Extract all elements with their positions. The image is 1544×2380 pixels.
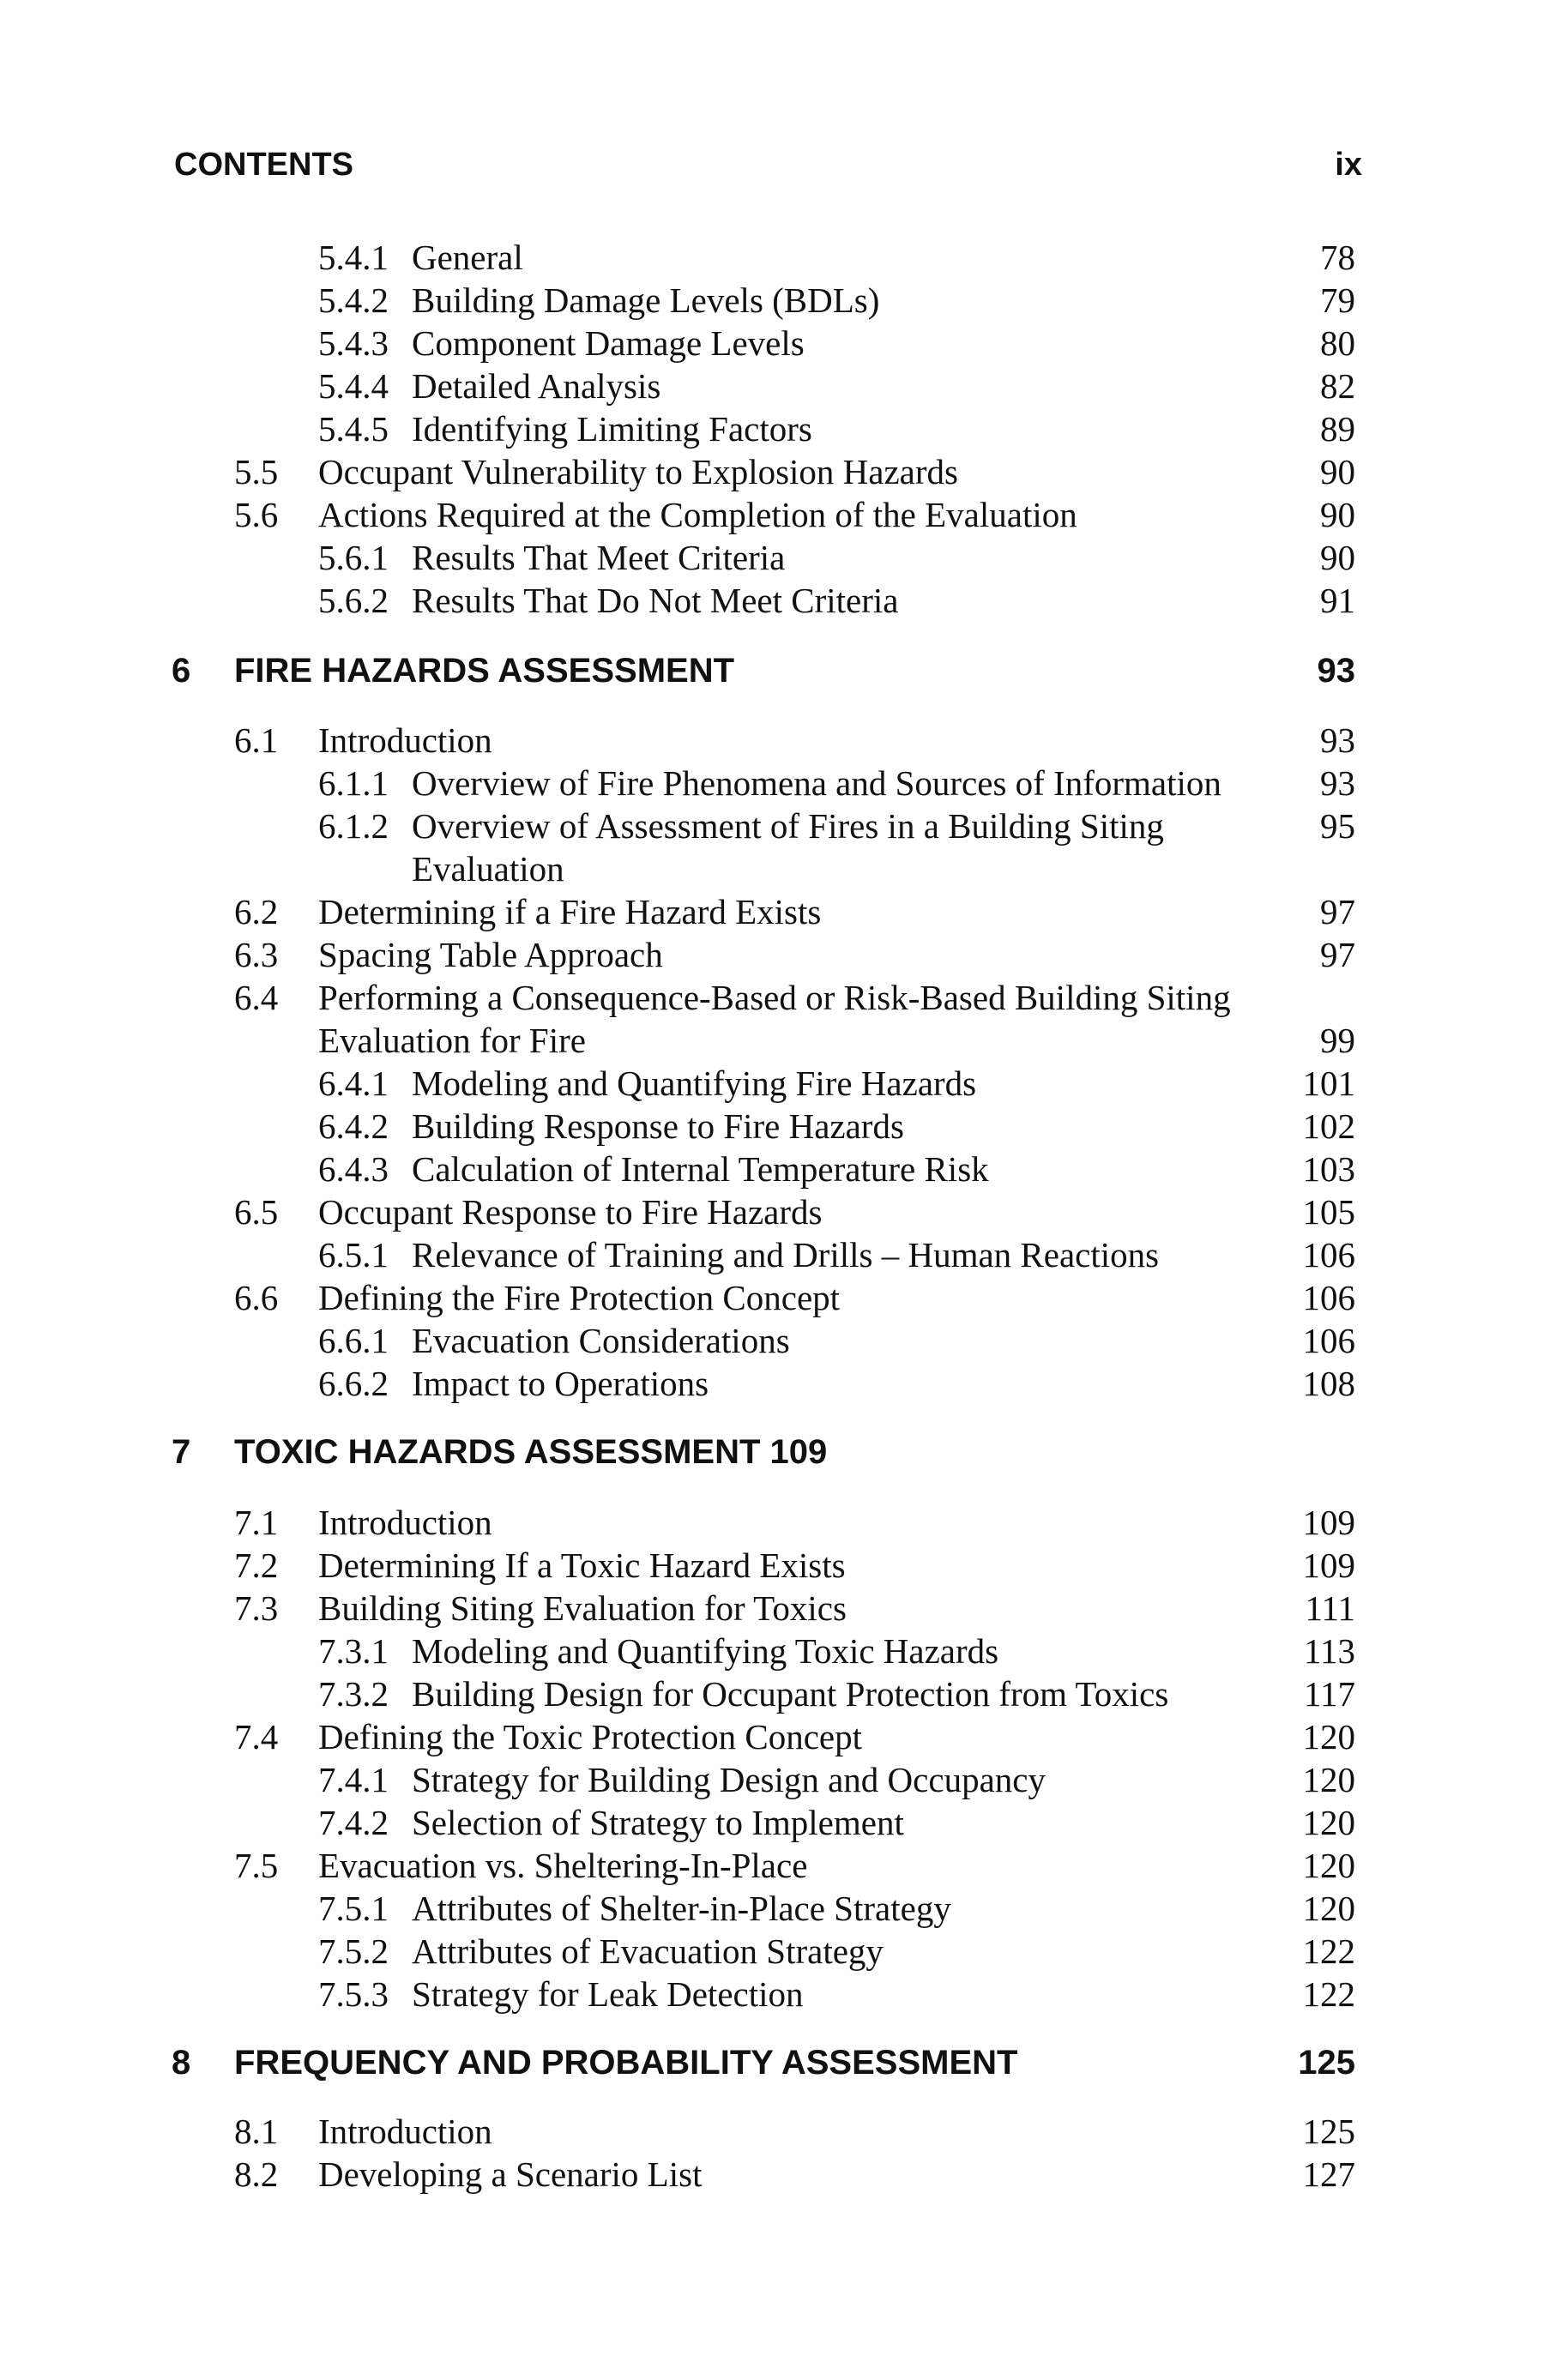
toc-entry-number: 8 xyxy=(172,2044,191,2082)
toc-entry xyxy=(0,804,1544,847)
toc-entry-number: 6.1.2 xyxy=(318,806,389,846)
toc-entry-number: 6.3 xyxy=(234,935,279,974)
toc-entry-page: 120 xyxy=(1302,1760,1355,1799)
toc-entry-title: Actions Required at the Completion of the Evaluation xyxy=(318,495,1077,534)
toc-entry xyxy=(0,976,1544,1019)
toc-entry-number: 7.4.2 xyxy=(318,1803,389,1842)
toc-entry xyxy=(0,493,1544,536)
toc-entry-title: Occupant Vulnerability to Explosion Hazards xyxy=(318,452,958,491)
toc-entry-title: Component Damage Levels xyxy=(412,323,805,363)
toc-entry-number: 6.4.3 xyxy=(318,1149,389,1189)
toc-entry-page: 109 xyxy=(1302,1503,1355,1542)
toc-entry-page: 102 xyxy=(1302,1106,1355,1146)
toc-entry xyxy=(0,1930,1544,1973)
toc-entry xyxy=(0,450,1544,493)
toc-entry-page: 113 xyxy=(1304,1631,1355,1671)
toc-entry-page: 97 xyxy=(1320,935,1355,974)
toc-entry-title: Introduction xyxy=(318,720,492,760)
toc-entry-title: Determining If a Toxic Hazard Exists xyxy=(318,1545,846,1585)
toc-entry-title: Building Design for Occupant Protection from Toxics xyxy=(412,1674,1169,1714)
toc-entry-page: 90 xyxy=(1320,452,1355,491)
toc-entry-page: 80 xyxy=(1320,323,1355,363)
toc-entry xyxy=(0,890,1544,933)
toc-entry xyxy=(0,365,1544,407)
toc-entry-title: Calculation of Internal Temperature Risk xyxy=(412,1149,989,1189)
toc-entry-page: 125 xyxy=(1298,2044,1355,2082)
toc-entry-number: 8.2 xyxy=(234,2154,279,2194)
toc-entry-title: Modeling and Quantifying Toxic Hazards xyxy=(412,1631,999,1671)
toc-entry xyxy=(0,1276,1544,1319)
toc-entry-page: 91 xyxy=(1320,581,1355,620)
toc-entry-number: 6.6 xyxy=(234,1278,279,1317)
toc-entry-page: 90 xyxy=(1320,495,1355,534)
toc-entry-title: Developing a Scenario List xyxy=(318,2154,703,2194)
toc-entry-title: Evacuation vs. Sheltering-In-Place xyxy=(318,1846,808,1885)
toc-entry-title: Overview of Assessment of Fires in a Building Siting xyxy=(412,806,1164,846)
toc-entry-page: 120 xyxy=(1302,1717,1355,1756)
toc-entry xyxy=(0,1715,1544,1758)
toc-entry-page: 127 xyxy=(1302,2154,1355,2194)
toc-entry-title: Spacing Table Approach xyxy=(318,935,663,974)
toc-entry-page: 97 xyxy=(1320,892,1355,931)
toc-entry-title: Evacuation Considerations xyxy=(412,1321,790,1360)
toc-entry xyxy=(0,1190,1544,1233)
toc-entry xyxy=(0,1587,1544,1630)
toc-entry xyxy=(0,2110,1544,2153)
toc-entry-number: 5.6.2 xyxy=(318,581,389,620)
toc-entry xyxy=(0,2153,1544,2196)
toc-entry-number: 6.4 xyxy=(234,978,279,1017)
toc-entry-page: 93 xyxy=(1320,720,1355,760)
toc-entry xyxy=(0,1501,1544,1544)
toc-entry-title: Results That Meet Criteria xyxy=(412,538,786,577)
toc-entry xyxy=(0,536,1544,579)
toc-entry-page: 90 xyxy=(1320,538,1355,577)
toc-entry-number: 6.1.1 xyxy=(318,763,389,803)
toc-entry xyxy=(0,407,1544,450)
toc-entry-page: 103 xyxy=(1302,1149,1355,1189)
toc-entry-page: 122 xyxy=(1302,1974,1355,2014)
running-head-page-number: ix xyxy=(1335,147,1362,183)
toc-entry-number: 7.1 xyxy=(234,1503,279,1542)
toc-entry-title: Determining if a Fire Hazard Exists xyxy=(318,892,822,931)
toc-entry xyxy=(0,847,1544,890)
toc-entry xyxy=(0,1973,1544,2015)
toc-entry-page: 93 xyxy=(1317,652,1355,690)
toc-entry-number: 6.4.1 xyxy=(318,1063,389,1103)
toc-entry-number: 7.3.2 xyxy=(318,1674,389,1714)
toc-entry-number: 5.6 xyxy=(234,495,279,534)
toc-entry-number: 8.1 xyxy=(234,2112,279,2151)
toc-entry-title: General xyxy=(412,238,523,277)
toc-entry-page: 120 xyxy=(1302,1846,1355,1885)
toc-entry xyxy=(0,322,1544,365)
toc-entry-title: Evaluation for Fire xyxy=(318,1021,586,1060)
toc-entry xyxy=(0,1233,1544,1276)
toc-entry-title: Overview of Fire Phenomena and Sources of Information xyxy=(412,763,1221,803)
toc-entry-page: 106 xyxy=(1302,1278,1355,1317)
toc-entry-title: Evaluation xyxy=(412,849,564,889)
toc-entry-number: 6.6.1 xyxy=(318,1321,389,1360)
toc-entry-title: Building Response to Fire Hazards xyxy=(412,1106,904,1146)
toc-entry xyxy=(0,1019,1544,1062)
toc-entry-title: Modeling and Quantifying Fire Hazards xyxy=(412,1063,977,1103)
toc-entry-number: 7.5.3 xyxy=(318,1974,389,2014)
toc-entry xyxy=(0,762,1544,804)
toc-entry-page: 99 xyxy=(1320,1021,1355,1060)
toc-entry xyxy=(0,1672,1544,1715)
toc-entry-number: 6.5.1 xyxy=(318,1235,389,1274)
toc-entry-page: 117 xyxy=(1304,1674,1355,1714)
toc-entry-number: 6.2 xyxy=(234,892,279,931)
toc-entry xyxy=(0,1630,1544,1672)
toc-entry-number: 7.4.1 xyxy=(318,1760,389,1799)
toc-entry xyxy=(0,1801,1544,1844)
toc-entry-title: Defining the Fire Protection Concept xyxy=(318,1278,841,1317)
toc-entry-number: 7.3.1 xyxy=(318,1631,389,1671)
toc-entry-number: 6.4.2 xyxy=(318,1106,389,1146)
toc-entry-page: 89 xyxy=(1320,409,1355,449)
toc-entry-title: FIRE HAZARDS ASSESSMENT xyxy=(234,652,735,690)
toc-entry-number: 7.3 xyxy=(234,1588,279,1628)
toc-entry-number: 6 xyxy=(172,652,191,690)
toc-entry xyxy=(0,579,1544,622)
toc-entry-number: 5.6.1 xyxy=(318,538,389,577)
toc-entry-number: 7.4 xyxy=(234,1717,279,1756)
toc-entry-page: 125 xyxy=(1302,2112,1355,2151)
toc-entry-page: 120 xyxy=(1302,1803,1355,1842)
toc-entry xyxy=(0,1758,1544,1801)
toc-entry-title: Selection of Strategy to Implement xyxy=(412,1803,904,1842)
toc-chapter xyxy=(0,1431,1544,1473)
toc-entry-title: Results That Do Not Meet Criteria xyxy=(412,581,899,620)
toc-entry-title: Impact to Operations xyxy=(412,1364,709,1403)
toc-entry xyxy=(0,719,1544,762)
toc-entry xyxy=(0,1148,1544,1190)
toc-entry-page: 108 xyxy=(1302,1364,1355,1403)
toc-entry-page: 101 xyxy=(1302,1063,1355,1103)
toc-entry-number: 7.5.2 xyxy=(318,1931,389,1971)
toc-entry-title: Building Siting Evaluation for Toxics xyxy=(318,1588,847,1628)
toc-entry-number: 6.5 xyxy=(234,1192,279,1232)
toc-entry-number: 7.5 xyxy=(234,1846,279,1885)
toc-entry-page: 106 xyxy=(1302,1235,1355,1274)
toc-chapter xyxy=(0,2041,1544,2084)
toc-entry-title: Introduction xyxy=(318,2112,492,2151)
toc-entry-page: 95 xyxy=(1320,806,1355,846)
toc-entry-number: 5.5 xyxy=(234,452,279,491)
toc-entry xyxy=(0,279,1544,322)
toc-entry-number: 6.1 xyxy=(234,720,279,760)
toc-entry-number: 5.4.2 xyxy=(318,280,389,320)
toc-entry-title: FREQUENCY AND PROBABILITY ASSESSMENT xyxy=(234,2044,1018,2082)
toc-entry xyxy=(0,1362,1544,1405)
toc-entry xyxy=(0,933,1544,976)
toc-entry xyxy=(0,1844,1544,1887)
toc-entry-title: TOXIC HAZARDS ASSESSMENT 109 xyxy=(234,1433,828,1471)
toc-entry-number: 7.5.1 xyxy=(318,1889,389,1928)
toc-entry-page: 106 xyxy=(1302,1321,1355,1360)
toc-entry-title: Occupant Response to Fire Hazards xyxy=(318,1192,823,1232)
toc-entry-title: Identifying Limiting Factors xyxy=(412,409,812,449)
toc-entry-number: 5.4.3 xyxy=(318,323,389,363)
toc-entry-title: Detailed Analysis xyxy=(412,366,661,406)
toc-entry-number: 5.4.4 xyxy=(318,366,389,406)
toc-entry-page: 79 xyxy=(1320,280,1355,320)
toc-entry-title: Relevance of Training and Drills – Human Reactions xyxy=(412,1235,1160,1274)
toc-entry-number: 5.4.5 xyxy=(318,409,389,449)
toc-entry-page: 78 xyxy=(1320,238,1355,277)
toc-entry-page: 120 xyxy=(1302,1889,1355,1928)
toc-entry-title: Defining the Toxic Protection Concept xyxy=(318,1717,863,1756)
toc-entry-title: Performing a Consequence-Based or Risk-Based Building Siting xyxy=(318,978,1231,1017)
toc-entry-number: 6.6.2 xyxy=(318,1364,389,1403)
toc-entry-title: Attributes of Evacuation Strategy xyxy=(412,1931,884,1971)
toc-entry xyxy=(0,1105,1544,1148)
toc-chapter xyxy=(0,649,1544,692)
toc-entry-number: 7 xyxy=(172,1433,191,1471)
toc-entry-title: Introduction xyxy=(318,1503,492,1542)
running-head-title: CONTENTS xyxy=(174,147,353,183)
toc-entry-page: 122 xyxy=(1302,1931,1355,1971)
toc-entry-page: 111 xyxy=(1305,1588,1355,1628)
toc-entry-number: 7.2 xyxy=(234,1545,279,1585)
toc-entry xyxy=(0,236,1544,279)
toc-entry-page: 109 xyxy=(1302,1545,1355,1585)
toc-entry xyxy=(0,1319,1544,1362)
toc-entry xyxy=(0,1887,1544,1930)
toc-entry-title: Building Damage Levels (BDLs) xyxy=(412,280,880,320)
toc-entry-title: Strategy for Building Design and Occupancy xyxy=(412,1760,1046,1799)
toc-entry-title: Attributes of Shelter-in-Place Strategy xyxy=(412,1889,951,1928)
toc-entry-page: 105 xyxy=(1302,1192,1355,1232)
toc-entry-page: 82 xyxy=(1320,366,1355,406)
toc-entry-number: 5.4.1 xyxy=(318,238,389,277)
toc-entry xyxy=(0,1544,1544,1587)
toc-entry xyxy=(0,1062,1544,1105)
toc-entry-title: Strategy for Leak Detection xyxy=(412,1974,804,2014)
toc-entry-page: 93 xyxy=(1320,763,1355,803)
